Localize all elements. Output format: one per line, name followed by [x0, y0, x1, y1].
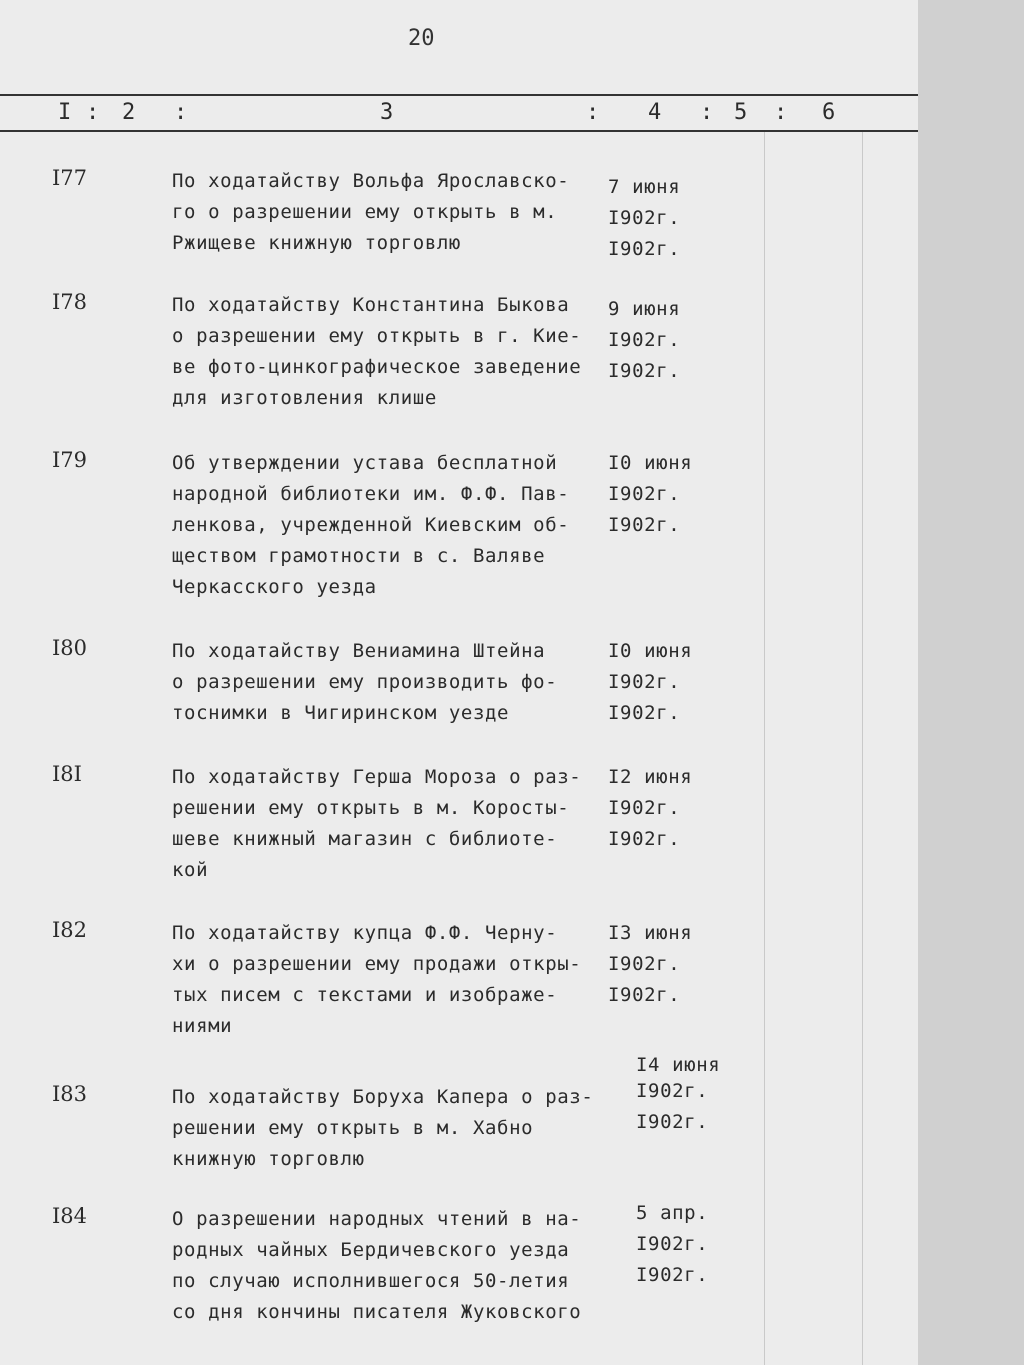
date-line: I902г. — [608, 329, 681, 351]
description-line: кой — [172, 859, 209, 881]
date-line: I902г. — [608, 702, 681, 724]
entry-description — [172, 762, 581, 886]
column-guide — [862, 132, 863, 1365]
entry-dates — [636, 1198, 708, 1291]
description-line: народной библиотеки им. Ф.Ф. Пав- — [172, 483, 570, 505]
description-line: хи о разрешении ему продажи откры- — [172, 953, 582, 975]
entry-dates — [636, 1054, 720, 1138]
description-line: шеве книжный магазин с библиоте- — [172, 828, 558, 850]
entry-description — [172, 166, 569, 259]
date-line: I902г. — [608, 238, 681, 260]
date-line: 5 апр. — [636, 1202, 709, 1224]
description-line: ве фото-цинкографическое заведение — [172, 356, 582, 378]
description-line: тых писем с текстами и изображе- — [172, 984, 558, 1006]
description-line: решении ему открыть в м. Коросты- — [172, 797, 570, 819]
entry-dates — [608, 294, 680, 387]
date-line: I902г. — [608, 514, 681, 536]
date-line: I902г. — [608, 207, 681, 229]
description-line: книжную торговлю — [172, 1148, 365, 1170]
description-line: Черкасского уезда — [172, 576, 377, 598]
column-separator: : — [700, 100, 714, 125]
entry-dates — [608, 172, 680, 265]
column-header-6: 6 — [822, 100, 836, 125]
date-line: I902г. — [608, 360, 681, 382]
date-line: I902г. — [636, 1111, 709, 1133]
description-line: Ржищеве книжную торговлю — [172, 232, 461, 254]
date-line: 7 июня — [608, 176, 681, 198]
column-header-4: 4 — [648, 100, 662, 125]
column-guide — [764, 132, 765, 1365]
date-line: I0 июня — [608, 452, 693, 474]
description-line: По ходатайству Боруха Капера о раз- — [172, 1086, 594, 1108]
date-line: I902г. — [608, 828, 681, 850]
entry-dates — [608, 762, 692, 855]
date-line: I0 июня — [608, 640, 693, 662]
date-line: I902г. — [636, 1080, 709, 1102]
entry-number: I84 — [52, 1204, 88, 1228]
description-line: о разрешении ему открыть в г. Кие- — [172, 325, 582, 347]
entry-number: I83 — [52, 1082, 88, 1106]
description-line: По ходатайству Вольфа Ярославско- — [172, 170, 570, 192]
date-line: I902г. — [608, 483, 681, 505]
description-line: По ходатайству Вениамина Штейна — [172, 640, 546, 662]
column-header-3: 3 — [380, 100, 394, 125]
description-line: О разрешении народных чтений в на- — [172, 1208, 582, 1230]
date-line: I902г. — [608, 797, 681, 819]
column-separator: : — [774, 100, 788, 125]
entry-number: I77 — [52, 166, 88, 190]
description-line: По ходатайству Герша Мороза о раз- — [172, 766, 582, 788]
entry-description — [172, 448, 569, 603]
description-line: По ходатайству Константина Быкова — [172, 294, 570, 316]
entry-description — [172, 1204, 581, 1328]
date-line: I902г. — [608, 671, 681, 693]
entry-description — [172, 636, 557, 729]
description-line: со дня кончины писателя Жуковского — [172, 1301, 582, 1323]
description-line: для изготовления клише — [172, 387, 437, 409]
header-rule-bottom — [0, 130, 918, 132]
column-separator: : — [174, 100, 188, 125]
description-line: по случаю исполнившегося 50-летия — [172, 1270, 570, 1292]
description-line: ниями — [172, 1015, 233, 1037]
entry-description — [172, 918, 581, 1042]
entry-dates — [608, 448, 692, 541]
column-separator: : — [86, 100, 100, 125]
description-line: родных чайных Бердичевского уезда — [172, 1239, 570, 1261]
entry-number: I79 — [52, 448, 88, 472]
entry-description — [172, 1082, 593, 1175]
date-line: I2 июня — [608, 766, 693, 788]
description-line: ленкова, учрежденной Киевским об- — [172, 514, 570, 536]
entry-number: I80 — [52, 636, 88, 660]
date-line: I3 июня — [608, 922, 693, 944]
column-separator: : — [586, 100, 600, 125]
description-line: о разрешении ему производить фо- — [172, 671, 558, 693]
description-line: По ходатайству купца Ф.Ф. Черну- — [172, 922, 558, 944]
date-line: I902г. — [636, 1233, 709, 1255]
column-header-5: 5 — [734, 100, 748, 125]
column-header-2: 2 — [122, 100, 136, 125]
bleed-through-text — [150, 610, 733, 632]
description-line: го о разрешении ему открыть в м. — [172, 201, 558, 223]
date-line: I902г. — [636, 1264, 709, 1286]
header-rule-top — [0, 94, 918, 96]
description-line: решении ему открыть в м. Хабно — [172, 1117, 534, 1139]
date-line: I902г. — [608, 953, 681, 975]
description-line: ществом грамотности в с. Валяве — [172, 545, 546, 567]
description-line: Об утверждении устава бесплатной — [172, 452, 558, 474]
description-line: тоснимки в Чигиринском уезде — [172, 702, 510, 724]
entry-dates — [608, 636, 692, 729]
date-line: 9 июня — [608, 298, 681, 320]
date-line: I902г. — [608, 984, 681, 1006]
entry-number: I8I — [52, 762, 82, 786]
entry-dates — [608, 918, 692, 1011]
column-header-1: I — [58, 100, 72, 125]
page-number: 20 — [408, 26, 435, 51]
date-line: I4 июня — [636, 1054, 721, 1076]
underlying-sheet — [918, 0, 1024, 1365]
entry-number: I78 — [52, 290, 88, 314]
entry-number: I82 — [52, 918, 88, 942]
entry-description — [172, 290, 581, 414]
